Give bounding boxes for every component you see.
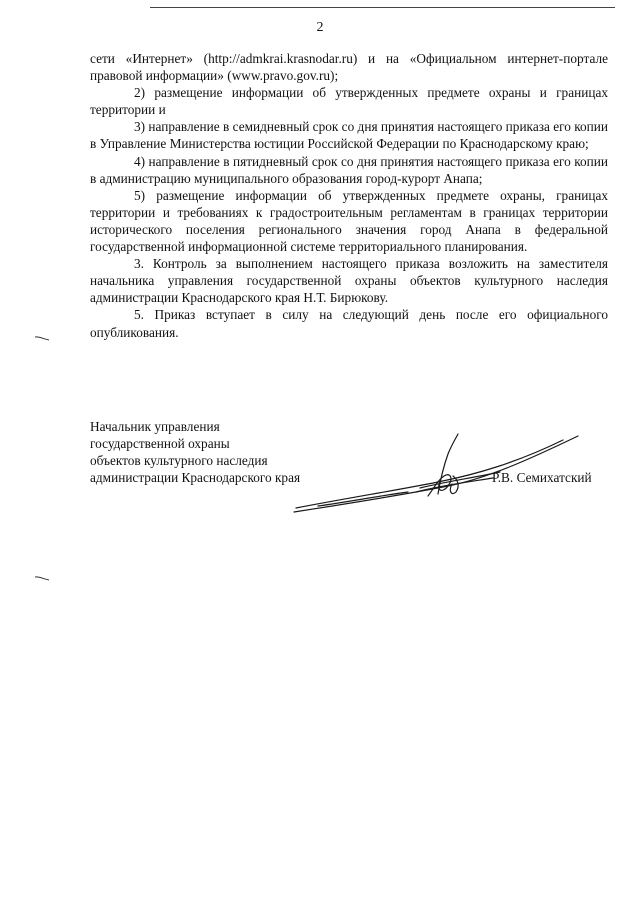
paragraph-3: 3) направление в семидневный срок со дня принятия настоящего приказа его копии в Управление Министерства юстиции Российской Федерации по Краснодарскому краю; [90, 119, 608, 152]
position-line-1: Начальник управления [90, 419, 220, 434]
paragraph-2: 2) размещение информации об утвержденных предмете охраны и границах территории и [90, 85, 608, 118]
position-line-4: администрации Краснодарского края [90, 470, 301, 486]
scan-mark [34, 575, 50, 581]
paragraph-1: сети «Интернет» (http://admkrai.krasnodar.ru) и на «Официальном интернет-портале правовой информации» (www.pravo.gov.ru); [90, 51, 608, 84]
page-number: 2 [316, 20, 324, 35]
document-body [90, 50, 608, 341]
paragraph-7: 5. Приказ вступает в силу на следующий день после его официального опубликования. [90, 307, 608, 340]
scan-mark [34, 335, 50, 341]
position-line-2: государственной охраны [90, 436, 230, 452]
paragraph-4: 4) направление в пятидневный срок со дня принятия настоящего приказа его копии в администрацию муниципального образования город-курорт Анапа; [90, 153, 608, 186]
position-line-3: объектов культурного наследия [90, 453, 268, 469]
signatory-name: Р.В. Семихатский [492, 470, 592, 485]
paragraph-6: 3. Контроль за выполнением настоящего приказа возложить на заместителя начальника управления государственной охраны объектов культурного наследия администрации Краснодарского края Н.Т. Бирюкову. [90, 256, 608, 306]
paragraph-5: 5) размещение информации об утвержденных предмете охраны, границах территории и требованиях к градостроительным регламентам в границах территории исторического поселения регионального значения город Анапа в федеральной государственной информационной системе территориального планирования. [90, 187, 608, 255]
top-rule [150, 7, 615, 8]
